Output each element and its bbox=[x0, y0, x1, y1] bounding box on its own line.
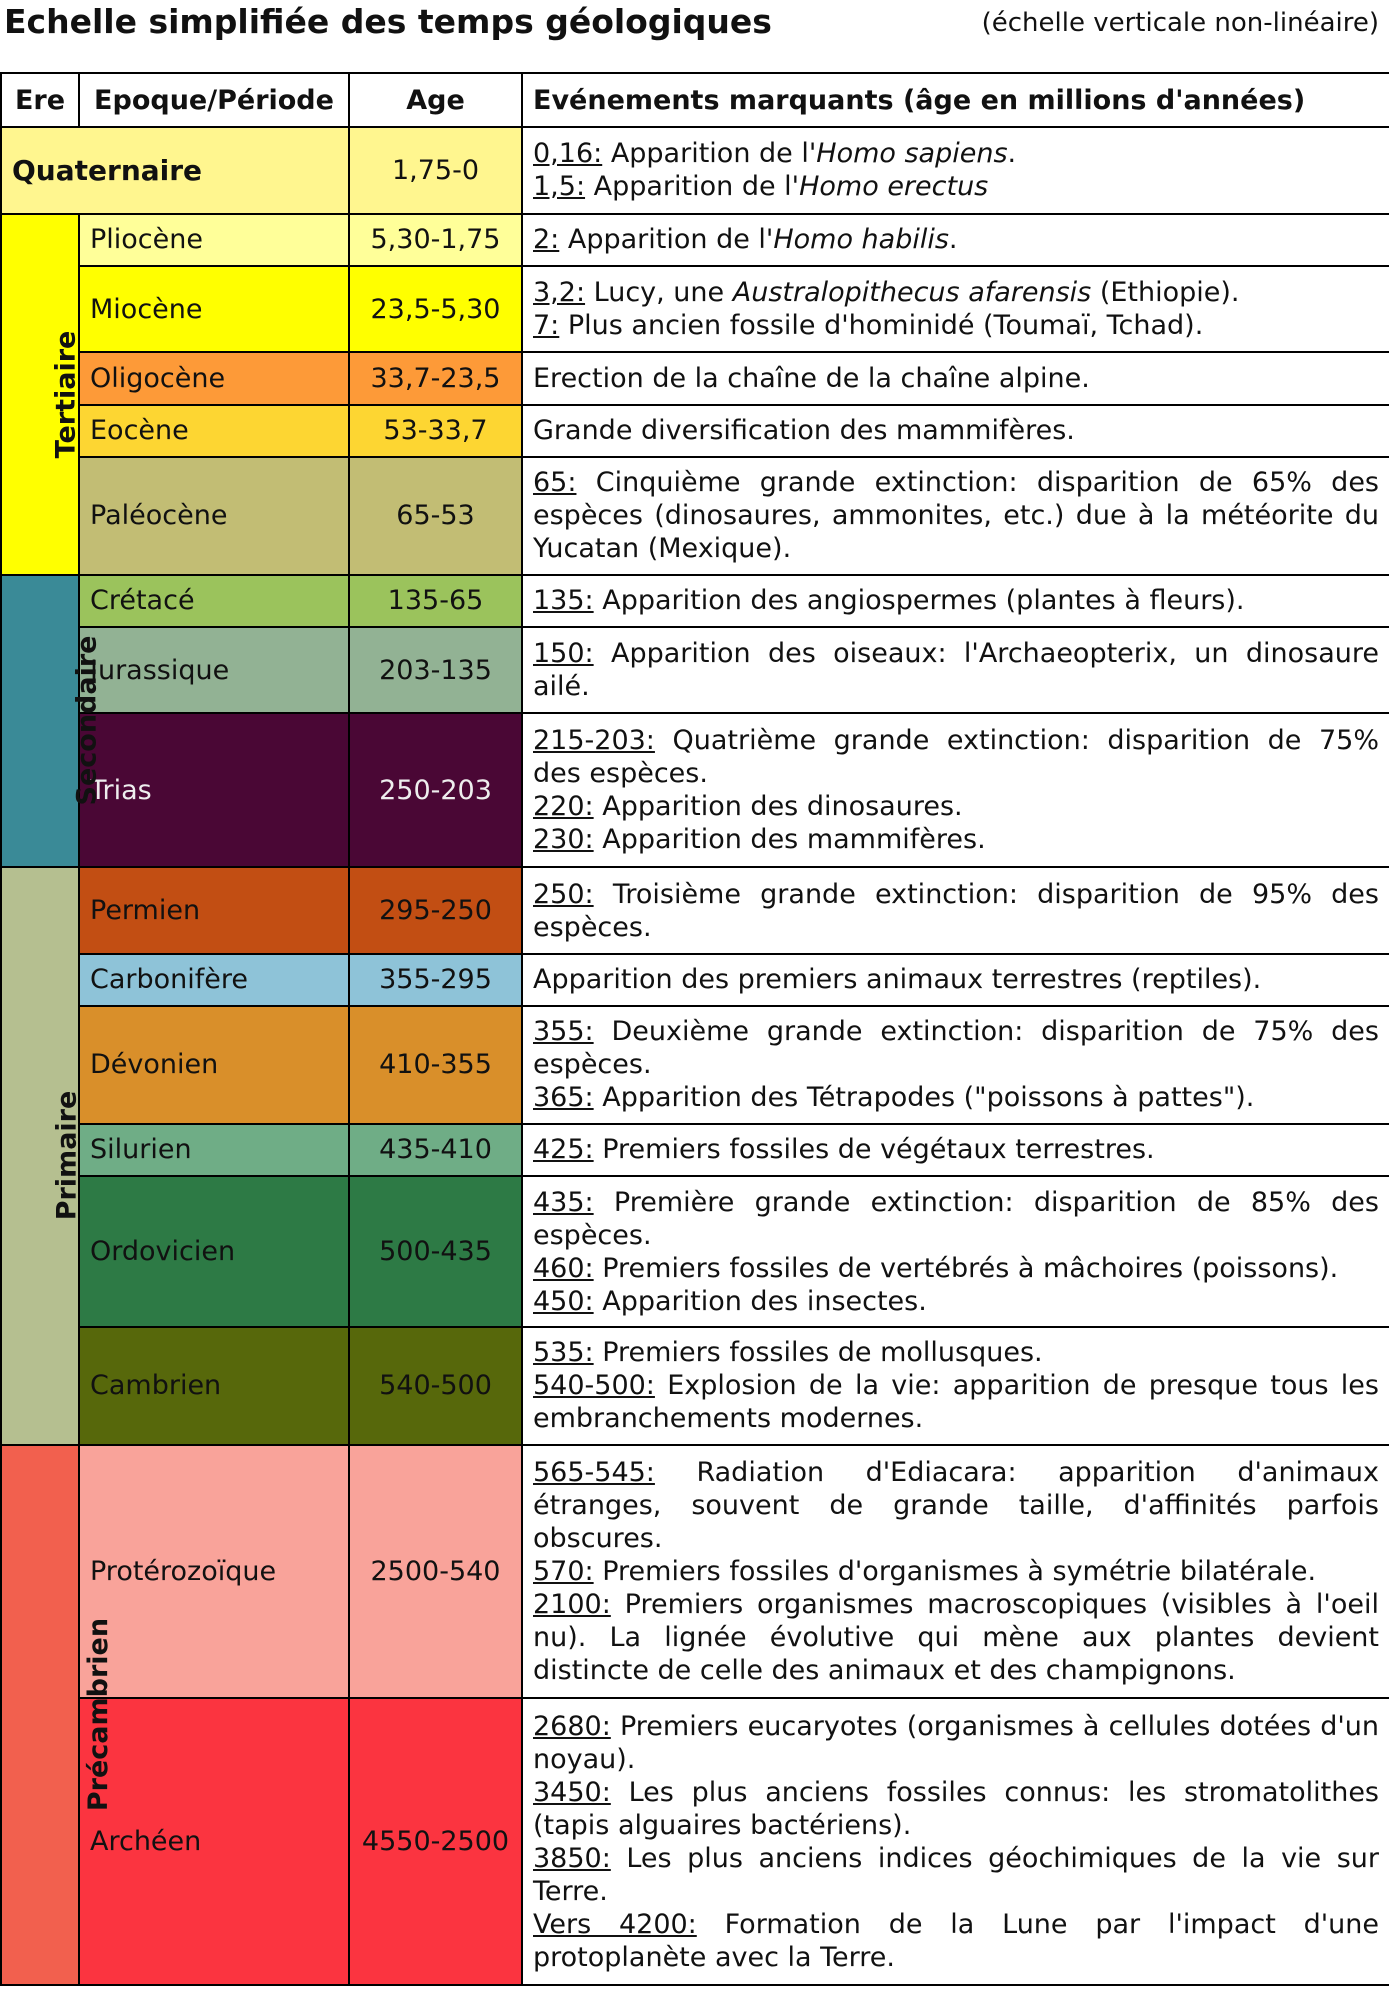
event-line bbox=[533, 1252, 1379, 1285]
period-name: Pliocène bbox=[79, 214, 349, 266]
period-name: Archéen bbox=[79, 1698, 349, 1985]
event-text: Premiers fossiles d'organismes à symétrie bilatérale. bbox=[602, 1555, 1317, 1587]
event-line bbox=[533, 790, 1379, 823]
event-line bbox=[533, 1186, 1379, 1252]
era-label: Précambrien bbox=[83, 1618, 115, 1812]
event-species: Australopithecus afarensis bbox=[732, 277, 1092, 309]
period-age: 1,75-0 bbox=[349, 127, 522, 214]
table-row bbox=[1, 867, 1389, 954]
event-age: 450: bbox=[533, 1285, 594, 1317]
event-age: 230: bbox=[533, 824, 594, 856]
events-cell bbox=[522, 867, 1389, 954]
event-line bbox=[533, 362, 1379, 395]
period-age: 2500-540 bbox=[349, 1445, 522, 1699]
table-row bbox=[1, 352, 1389, 404]
event-text: Apparition des premiers animaux terrestres (reptiles). bbox=[533, 964, 1262, 996]
event-species: Homo sapiens bbox=[816, 138, 1008, 170]
header-events: Evénements marquants (âge en millions d'années) bbox=[522, 73, 1389, 127]
event-text: Formation de la Lune par l'impact d'une protoplanète avec la Terre. bbox=[533, 1908, 1380, 1973]
period-age: 33,7-23,5 bbox=[349, 352, 522, 404]
events-cell bbox=[522, 713, 1389, 867]
period-name: Dévonien bbox=[79, 1006, 349, 1124]
event-line bbox=[533, 878, 1379, 944]
events-cell bbox=[522, 627, 1389, 714]
event-age: 2680: bbox=[533, 1710, 611, 1742]
header-age: Age bbox=[349, 73, 522, 127]
events-cell bbox=[522, 1445, 1389, 1699]
table-row bbox=[1, 1327, 1389, 1445]
table-row bbox=[1, 405, 1389, 457]
event-age: 0,16: bbox=[533, 138, 603, 170]
period-name: Ordovicien bbox=[79, 1176, 349, 1327]
event-text: Apparition des dinosaures. bbox=[602, 791, 963, 823]
event-age: 425: bbox=[533, 1134, 594, 1166]
events-cell bbox=[522, 214, 1389, 266]
period-name: Trias bbox=[79, 713, 349, 867]
period-age: 65-53 bbox=[349, 457, 522, 575]
page-title: Echelle simplifiée des temps géologiques bbox=[4, 2, 772, 41]
event-line bbox=[533, 637, 1379, 703]
event-text: Les plus anciens indices géochimiques de la vie sur Terre. bbox=[533, 1842, 1379, 1907]
period-name: Miocène bbox=[79, 266, 349, 353]
event-text: Première grande extinction: disparition de 85% des espèces. bbox=[533, 1186, 1379, 1251]
event-suffix: . bbox=[1007, 138, 1017, 170]
events-cell bbox=[522, 954, 1389, 1006]
page-subtitle: (échelle verticale non-linéaire) bbox=[981, 8, 1379, 38]
event-text: Premiers eucaryotes (organismes à cellules dotées d'un noyau). bbox=[533, 1710, 1379, 1775]
event-age: 150: bbox=[533, 638, 594, 670]
events-cell bbox=[522, 457, 1389, 575]
period-age: 295-250 bbox=[349, 867, 522, 954]
event-line bbox=[533, 1456, 1379, 1555]
event-age: 7: bbox=[533, 310, 560, 342]
period-age: 4550-2500 bbox=[349, 1698, 522, 1985]
period-age: 500-435 bbox=[349, 1176, 522, 1327]
events-cell bbox=[522, 1124, 1389, 1176]
event-species: Homo erectus bbox=[799, 171, 989, 203]
event-line bbox=[533, 1555, 1379, 1588]
table-row bbox=[1, 266, 1389, 353]
event-age: 3850: bbox=[533, 1842, 611, 1874]
table-row bbox=[1, 1445, 1389, 1699]
events-cell bbox=[522, 405, 1389, 457]
event-text: Apparition de l' bbox=[610, 138, 817, 170]
period-name: Oligocène bbox=[79, 352, 349, 404]
table-row bbox=[1, 214, 1389, 266]
event-line bbox=[533, 1776, 1379, 1842]
event-text: Quatrième grande extinction: disparition de 75% des espèces. bbox=[533, 725, 1379, 790]
event-age: 460: bbox=[533, 1252, 594, 1284]
period-age: 250-203 bbox=[349, 713, 522, 867]
event-text: Apparition de l' bbox=[567, 224, 774, 256]
event-text: Apparition de l' bbox=[593, 171, 800, 203]
events-cell bbox=[522, 1698, 1389, 1985]
event-text: Lucy, une bbox=[593, 277, 733, 309]
table-row bbox=[1, 954, 1389, 1006]
event-age: 565-545: bbox=[533, 1456, 655, 1488]
event-age: 215-203: bbox=[533, 725, 655, 757]
header-row bbox=[1, 73, 1389, 127]
event-line bbox=[533, 1015, 1379, 1081]
era-label: Primaire bbox=[51, 1091, 83, 1221]
table-row bbox=[1, 627, 1389, 714]
era-label: Tertiaire bbox=[50, 330, 82, 458]
event-text: Premiers fossiles de végétaux terrestres. bbox=[602, 1134, 1155, 1166]
events-cell bbox=[522, 352, 1389, 404]
event-age: 220: bbox=[533, 791, 594, 823]
event-text: Erection de la chaîne de la chaîne alpine. bbox=[533, 362, 1090, 394]
period-name: Protérozoïque bbox=[79, 1445, 349, 1699]
event-text: Cinquième grande extinction: disparition de 65% des espèces (dinosaures, ammonites, etc.) due à la météorite du Yucatan (Mexique). bbox=[533, 467, 1379, 565]
event-suffix: (Ethiopie). bbox=[1091, 277, 1240, 309]
event-text: Apparition des insectes. bbox=[602, 1285, 927, 1317]
event-text: Apparition des angiospermes (plantes à fleurs). bbox=[602, 585, 1245, 617]
event-age: 2: bbox=[533, 224, 560, 256]
event-line bbox=[533, 276, 1379, 309]
event-age: 65: bbox=[533, 467, 577, 499]
event-line bbox=[533, 170, 1379, 203]
table-row bbox=[1, 575, 1389, 627]
event-age: 3450: bbox=[533, 1776, 611, 1808]
header-period: Epoque/Période bbox=[79, 73, 349, 127]
event-age: 250: bbox=[533, 878, 594, 910]
event-line bbox=[533, 1133, 1379, 1166]
event-text: Les plus anciens fossiles connus: les stromatolithes (tapis alguaires bactériens). bbox=[533, 1776, 1379, 1841]
header-era: Ere bbox=[1, 73, 79, 127]
table-row bbox=[1, 1698, 1389, 1985]
era-secondaire bbox=[1, 575, 103, 868]
event-age: 135: bbox=[533, 585, 594, 617]
period-age: 53-33,7 bbox=[349, 405, 522, 457]
events-cell bbox=[522, 1327, 1389, 1445]
event-age: 535: bbox=[533, 1337, 594, 1369]
table-row bbox=[1, 127, 1389, 214]
period-name: Eocène bbox=[79, 405, 349, 457]
event-line bbox=[533, 1842, 1379, 1908]
event-text: Radiation d'Ediacara: apparition d'animaux étranges, souvent de grande taille, d'affinités parfois obscures. bbox=[533, 1456, 1379, 1554]
event-age: 3,2: bbox=[533, 277, 586, 309]
era-precambrien bbox=[1, 1445, 115, 1985]
event-line bbox=[533, 414, 1379, 447]
event-line bbox=[533, 1285, 1379, 1318]
event-age: 2100: bbox=[533, 1588, 611, 1620]
table-row bbox=[1, 713, 1389, 867]
events-cell bbox=[522, 1176, 1389, 1327]
period-age: 435-410 bbox=[349, 1124, 522, 1176]
event-line bbox=[533, 466, 1379, 565]
event-age: Vers 4200: bbox=[533, 1908, 697, 1940]
event-age: 540-500: bbox=[533, 1370, 655, 1402]
era-label: Secondaire bbox=[71, 635, 103, 806]
period-name: Permien bbox=[79, 867, 349, 954]
event-line bbox=[533, 223, 1379, 256]
period-name: Crétacé bbox=[79, 575, 349, 627]
event-text: Apparition des mammifères. bbox=[602, 824, 986, 856]
events-cell bbox=[522, 1006, 1389, 1124]
event-age: 1,5: bbox=[533, 171, 586, 203]
table-row bbox=[1, 1176, 1389, 1327]
event-line bbox=[533, 1908, 1379, 1974]
events-cell bbox=[522, 575, 1389, 627]
period-name: Jurassique bbox=[79, 627, 349, 714]
period-age: 23,5-5,30 bbox=[349, 266, 522, 353]
period-age: 540-500 bbox=[349, 1327, 522, 1445]
period-age: 5,30-1,75 bbox=[349, 214, 522, 266]
event-age: 365: bbox=[533, 1082, 594, 1114]
event-text: Apparition des oiseaux: l'Archaeopterix, un dinosaure ailé. bbox=[533, 638, 1379, 703]
period-age: 135-65 bbox=[349, 575, 522, 627]
event-text: Premiers fossiles de vertébrés à mâchoires (poissons). bbox=[602, 1252, 1339, 1284]
event-line bbox=[533, 724, 1379, 790]
event-text: Premiers organismes macroscopiques (visibles à l'oeil nu). La lignée évolutive qui mène aux plantes devient distincte de celle des animaux et des champignons. bbox=[533, 1588, 1379, 1686]
period-name: Silurien bbox=[79, 1124, 349, 1176]
era-primaire bbox=[1, 867, 83, 1444]
event-line bbox=[533, 963, 1379, 996]
event-text: Explosion de la vie: apparition de presque tous les embranchements modernes. bbox=[533, 1370, 1379, 1435]
era-quaternaire: Quaternaire bbox=[1, 127, 349, 214]
event-age: 570: bbox=[533, 1555, 594, 1587]
event-text: Apparition des Tétrapodes ("poissons à pattes"). bbox=[602, 1082, 1255, 1114]
period-name: Cambrien bbox=[79, 1327, 349, 1445]
table-body bbox=[1, 127, 1389, 1985]
event-text: Deuxième grande extinction: disparition de 75% des espèces. bbox=[533, 1016, 1379, 1081]
event-age: 355: bbox=[533, 1016, 594, 1048]
event-line bbox=[533, 1369, 1379, 1435]
period-name: Carbonifère bbox=[79, 954, 349, 1006]
table-row bbox=[1, 1124, 1389, 1176]
event-line bbox=[533, 1081, 1379, 1114]
event-line bbox=[533, 309, 1379, 342]
events-cell bbox=[522, 127, 1389, 214]
period-age: 203-135 bbox=[349, 627, 522, 714]
event-line bbox=[533, 137, 1379, 170]
event-text: Troisième grande extinction: disparition de 95% des espèces. bbox=[533, 878, 1379, 943]
event-line bbox=[533, 823, 1379, 856]
event-text: Plus ancien fossile d'hominidé (Toumaï, Tchad). bbox=[567, 310, 1204, 342]
geologic-time-table bbox=[0, 72, 1389, 1986]
event-suffix: . bbox=[948, 224, 958, 256]
period-age: 410-355 bbox=[349, 1006, 522, 1124]
period-age: 355-295 bbox=[349, 954, 522, 1006]
table-row bbox=[1, 457, 1389, 575]
period-name: Paléocène bbox=[79, 457, 349, 575]
events-cell bbox=[522, 266, 1389, 353]
event-age: 435: bbox=[533, 1186, 594, 1218]
event-line bbox=[533, 1336, 1379, 1369]
era-tertiaire bbox=[1, 214, 82, 575]
event-text: Premiers fossiles de mollusques. bbox=[602, 1337, 1043, 1369]
event-species: Homo habilis bbox=[773, 224, 949, 256]
event-line bbox=[533, 1710, 1379, 1776]
event-line bbox=[533, 1588, 1379, 1687]
table-row bbox=[1, 1006, 1389, 1124]
event-line bbox=[533, 584, 1379, 617]
event-text: Grande diversification des mammifères. bbox=[533, 415, 1075, 447]
